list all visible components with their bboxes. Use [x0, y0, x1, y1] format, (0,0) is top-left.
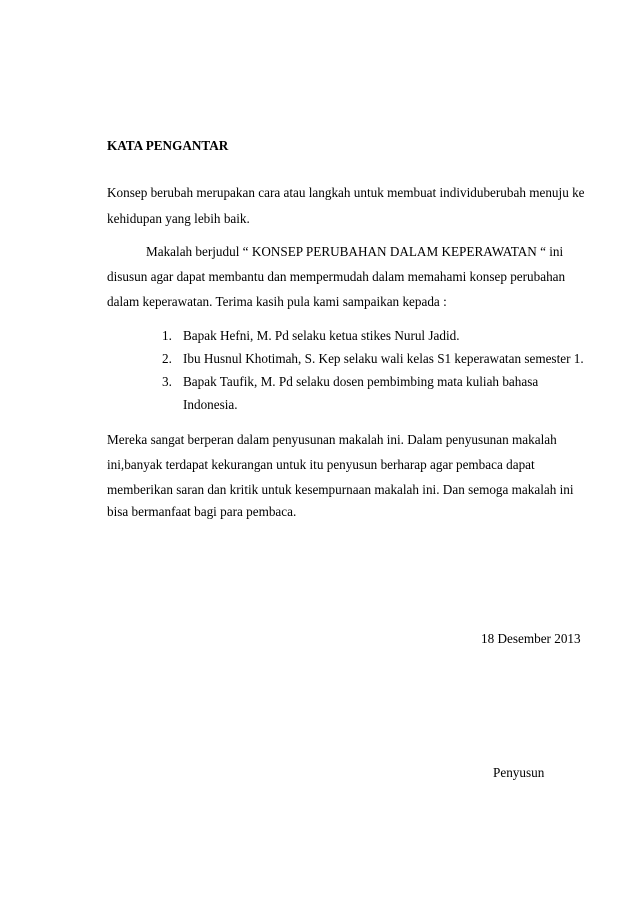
document-date: 18 Desember 2013 [481, 631, 581, 646]
paragraph-1-line-1: Konsep berubah merupakan cara atau langkah untuk membuat individuberubah menuju ke [107, 185, 585, 200]
paragraph-2-line-1: Makalah berjudul “ KONSEP PERUBAHAN DALAM KEPERAWATAN “ ini [146, 244, 564, 259]
list-item-3-number: 3. [162, 374, 172, 389]
list-item-1-number: 1. [162, 328, 172, 343]
list-item-3-text-line-1: Bapak Taufik, M. Pd selaku dosen pembimbing mata kuliah bahasa [183, 374, 539, 389]
paragraph-3-line-1: Mereka sangat berperan dalam penyusunan makalah ini. Dalam penyusunan makalah [107, 432, 557, 447]
list-item-3-text-line-2: Indonesia. [183, 397, 238, 412]
document-title: KATA PENGANTAR [107, 138, 229, 153]
paragraph-2-line-3: dalam keperawatan. Terima kasih pula kami sampaikan kepada : [107, 294, 447, 309]
paragraph-2-line-2: disusun agar dapat membantu dan mempermudah dalam memahami konsep perubahan [107, 269, 566, 284]
paragraph-3-line-3: memberikan saran dan kritik untuk kesempurnaan makalah ini. Dan semoga makalah ini [107, 482, 574, 497]
paragraph-1-line-2: kehidupan yang lebih baik. [107, 211, 250, 226]
paragraph-3-line-4: bisa bermanfaat bagi para pembaca. [107, 504, 297, 519]
list-item-2-text: Ibu Husnul Khotimah, S. Kep selaku wali kelas S1 keperawatan semester 1. [183, 351, 584, 366]
paragraph-3-line-2: ini,banyak terdapat kekurangan untuk itu penyusun berharap agar pembaca dapat [107, 457, 535, 472]
list-item-2-number: 2. [162, 351, 172, 366]
signature-label: Penyusun [493, 765, 545, 780]
list-item-1-text: Bapak Hefni, M. Pd selaku ketua stikes Nurul Jadid. [183, 328, 460, 343]
